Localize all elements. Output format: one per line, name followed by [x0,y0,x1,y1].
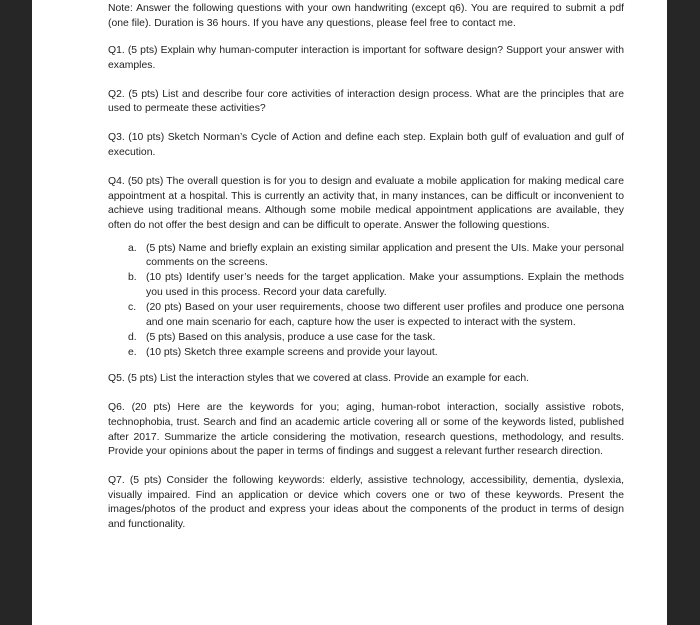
q4-item-c [128,301,624,330]
left-margin-bar [0,0,32,625]
instructions-note: Note: Answer the following questions with your own handwriting (except q6). You are required to submit a pdf (one file). Duration is 36 hours. If you have any questions, please feel free to contact me. [108,3,624,29]
q4-item-a [128,242,624,271]
q4-item-text: (5 pts) Name and briefly explain an existing similar application and present the UIs. Make your personal comments on the screens. [146,242,624,269]
question-6: Q6. (20 pts) Here are the keywords for you; aging, human-robot interaction, socially assistive robots, technophobia, trust. Search and find an academic article covering all or some of the keywords listed, published after 2017. Summarize the article considering the motivation, research questions, methodology, and results. Provide your opinions about the paper in terms of findings and suggest a relevant further research direction. [108,402,624,458]
q4-item-text: (10 pts) Sketch three example screens and provide your layout. [146,346,438,358]
q4-item-marker: c. [128,302,137,314]
question-5: Q5. (5 pts) List the interaction styles that we covered at class. Provide an example for each. [108,373,530,385]
question-3: Q3. (10 pts) Sketch Norman’s Cycle of Action and define each step. Explain both gulf of evaluation and gulf of execution. [108,132,624,158]
q4-item-text: (5 pts) Based on this analysis, produce a use case for the task. [146,331,436,343]
q4-item-b [128,271,624,300]
question-7: Q7. (5 pts) Consider the following keywords: elderly, assistive technology, accessibility, dementia, dyslexia, visually impaired. Find an application or device which covers one or two of these keywords. Present the images/photos of the product and express your ideas about the components of the product in terms of design and functionality. [108,475,624,530]
question-4: Q4. (50 pts) The overall question is for you to design and evaluate a mobile application for making medical care appointment at a hospital. This is currently an activity that, in many instances, can be difficult or inconvenient to achieve using traditional means. Although some mobile medical appointment applications are available, they often do not offer the best design and can be difficult to operate. Answer the following questions. [108,175,624,231]
q4-item-marker: e. [128,346,137,358]
question-2: Q2. (5 pts) List and describe four core activities of interaction design process. What are the principles that are used to permeate these activities? [108,88,624,115]
document-page [32,0,667,625]
q4-item-d [128,331,624,346]
right-margin-bar [667,0,700,625]
q4-item-marker: b. [128,272,137,284]
question-1: Q1. (5 pts) Explain why human-computer interaction is important for software design? Support your answer with examples. [108,45,624,71]
q4-item-text: (10 pts) Identify user’s needs for the target application. Make your assumptions. Explain the methods you used in this process. Record your data carefully. [146,272,624,298]
q4-item-text: (20 pts) Based on your user requirements, choose two different user profiles and produce one persona and one main scenario for each, capture how the user is expected to interact with the system. [146,302,624,328]
question-4-subitems [108,242,624,361]
document-content [108,2,624,547]
q4-item-marker: d. [128,331,137,343]
q4-item-marker: a. [128,242,137,254]
q4-item-e [128,346,624,361]
